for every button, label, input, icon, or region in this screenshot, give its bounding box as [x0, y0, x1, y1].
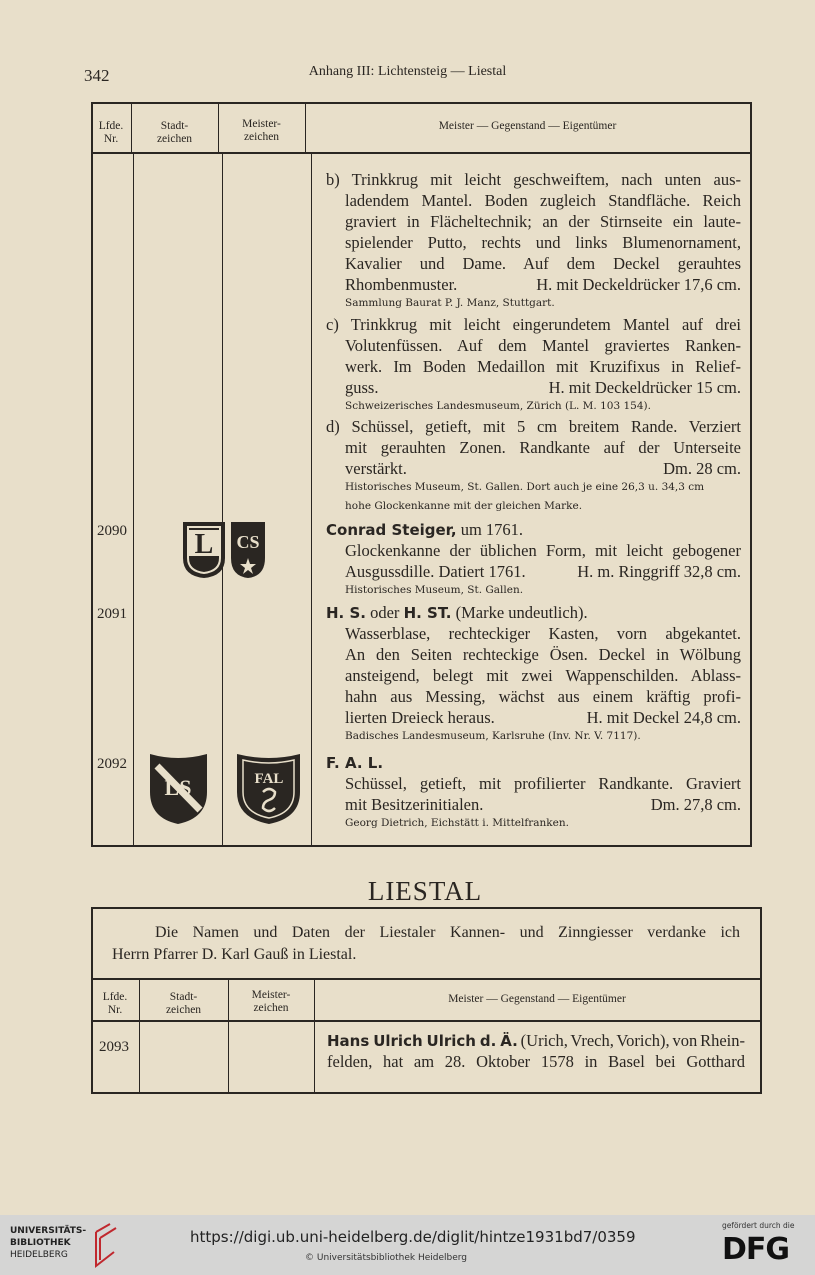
entry-line: mit Besitzerinitialen. Dm. 27,8 cm.	[345, 795, 741, 814]
page-number: 342	[84, 66, 110, 85]
svg-text:L: L	[194, 529, 214, 560]
provenance-line: hohe Glockenkanne mit der gleichen Marke.	[345, 499, 583, 512]
mark-2092	[145, 750, 310, 830]
entry-line: lierten Dreieck heraus. H. mit Deckel 24,8 cm.	[345, 708, 741, 727]
entry-line: hahn aus Messing, wächst aus einem kräftig profi-	[345, 687, 741, 706]
entry-line: verstärkt. Dm. 28 cm.	[345, 459, 741, 478]
svg-text:CS: CS	[236, 532, 260, 552]
header2-main: Meister — Gegenstand — Eigentümer	[448, 993, 626, 1005]
entry-line: Volutenfüssen. Auf dem Mantel graviertes Ranken-	[345, 335, 741, 355]
entry-line: Schüssel, getieft, mit profilierter Randkante. Graviert	[345, 774, 741, 793]
entry-line: guss. H. mit Deckeldrücker 15 cm.	[345, 377, 741, 397]
master-heading: Conrad Steiger, um 1761.	[326, 520, 524, 539]
header2-meisterzeichen: Meister- zeichen	[251, 989, 291, 1014]
entry-line: Glockenkanne der üblichen Form, mit leicht gebogener	[345, 541, 741, 560]
provenance-line: Badisches Landesmuseum, Karlsruhe (Inv. Nr. V. 7117).	[345, 730, 641, 742]
permalink-url[interactable]: https://digi.ub.uni-heidelberg.de/diglit/hintze1931bd7/0359	[190, 1228, 636, 1246]
header-main: Meister — Gegenstand — Eigentümer	[438, 120, 617, 132]
city-mark-shield-L	[183, 522, 225, 578]
running-head: Anhang III: Lichtensteig — Liestal	[308, 64, 507, 79]
entry-number: 2091	[97, 606, 127, 622]
entry-line: Wasserblase, rechteckiger Kasten, vorn abgekantet.	[345, 624, 741, 643]
entry-line: mit gerauhten Zonen. Randkante auf der Unterseite	[345, 438, 741, 457]
entry-line: Rhombenmuster. H. mit Deckeldrücker 17,6 cm.	[345, 275, 741, 294]
svg-text:FAL: FAL	[254, 771, 284, 787]
header-lfde: Lfde. Nr.	[98, 120, 124, 145]
entry-line: c) Trinkkrug mit leicht eingerundetem Mantel auf drei	[326, 314, 741, 334]
intro-line-2: Herrn Pfarrer D. Karl Gauß in Liestal.	[112, 946, 357, 963]
entry-line: b) Trinkkrug mit leicht geschweiftem, nach unten aus-	[326, 170, 741, 189]
master-mark-shield-CS	[231, 522, 265, 578]
library-logo-text-3: HEIDELBERG	[10, 1250, 68, 1260]
city-mark-shield-LS	[150, 754, 207, 824]
library-logo-text-2: BIBLIOTHEK	[10, 1238, 71, 1248]
entry-number: 2090	[97, 523, 127, 539]
entry-number: 2093	[99, 1039, 129, 1055]
funder-text: gefördert durch die	[722, 1221, 795, 1230]
provenance-line: Historisches Museum, St. Gallen. Dort auch je eine 26,3 u. 34,3 cm	[345, 481, 705, 493]
provenance-line: Schweizerisches Landesmuseum, Zürich (L. M. 103 154).	[345, 399, 651, 412]
entry-line: ansteigend, belegt mit zwei Wappenschilden. Ablass-	[345, 666, 741, 685]
entry-line: ladendem Mantel. Boden zugleich Standfläche. Reich	[345, 191, 741, 210]
provenance-line: Georg Dietrich, Eichstätt i. Mittelfranken.	[345, 817, 569, 829]
library-logo-icon	[88, 1222, 123, 1270]
copyright: © Universitätsbibliothek Heidelberg	[305, 1253, 468, 1263]
entry-2093-line-1: Hans Ulrich Ulrich d. Ä. (Urich, Vrech, Vorich), von Rhein-	[327, 1031, 745, 1050]
entry-number: 2092	[97, 756, 127, 772]
master-mark-shield-FAL	[237, 754, 300, 824]
mark-2090	[175, 518, 270, 582]
entry-line: werk. Im Boden Medaillon mit Kruzifixus in Relief-	[345, 356, 741, 376]
intro-line-1: Die Namen und Daten der Liestaler Kannen- und Zinngiesser verdanke ich	[155, 924, 740, 941]
library-logo-text-1: UNIVERSITÄTS-	[10, 1226, 87, 1236]
entry-line: d) Schüssel, getieft, mit 5 cm breitem Rande. Verziert	[326, 417, 741, 436]
entry-line: spielender Putto, rechts und links Blumenornament,	[345, 233, 741, 252]
header2-stadtzeichen: Stadt- zeichen	[165, 991, 202, 1016]
section-title: LIESTAL	[367, 876, 483, 906]
provenance-line: Historisches Museum, St. Gallen.	[345, 584, 524, 596]
entry-2093-line-2: felden, hat am 28. Oktober 1578 in Basel bei Gotthard	[327, 1052, 745, 1071]
master-heading: F. A. L.	[326, 754, 384, 772]
svg-text:LS: LS	[164, 775, 192, 800]
entry-line: Kavalier und Dame. Auf dem Deckel gerauhtes	[345, 254, 741, 273]
provenance-line: Sammlung Baurat P. J. Manz, Stuttgart.	[345, 297, 555, 309]
entry-line: Ausgussdille. Datiert 1761. H. m. Ringgriff 32,8 cm.	[345, 562, 741, 581]
entry-line: An den Seiten rechteckige Ösen. Deckel in Wölbung	[345, 645, 741, 664]
entry-line: graviert in Flächeltechnik; an der Stirnseite ein laute-	[345, 212, 741, 231]
master-heading: H. S. oder H. ST. (Marke undeutlich).	[326, 603, 588, 622]
header-meisterzeichen: Meister- zeichen	[242, 118, 281, 143]
dfg-logo: DFG	[722, 1232, 790, 1267]
header2-lfde: Lfde. Nr.	[102, 991, 128, 1016]
header-stadtzeichen: Stadt- zeichen	[156, 120, 193, 145]
